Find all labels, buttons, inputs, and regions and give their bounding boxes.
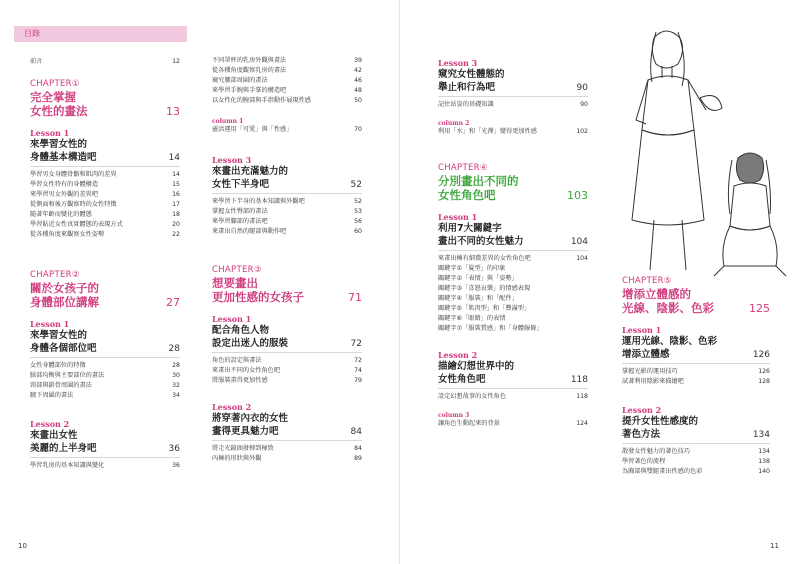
list-item[interactable]: 內褲的形狀與外觀 89 [212, 455, 362, 462]
chapter-page: 103 [567, 189, 588, 202]
list-item[interactable]: 散發女性魅力的著色技巧 134 [622, 448, 770, 455]
chapter-5[interactable] [622, 276, 770, 315]
list-item[interactable]: 從側面和後方觀察時的女性特徵 17 [30, 201, 180, 208]
lesson-title: 配合角色人物 [212, 325, 270, 336]
toc-column-4 [622, 276, 770, 477]
lesson-page: 14 [168, 153, 180, 163]
list-item[interactable]: 來畫出擁有細微差異的女性角色吧 104 [438, 255, 588, 262]
lesson-page: 84 [350, 427, 362, 437]
list-item[interactable]: 關鍵字⑤「肌肉型」和「豐滿型」 [438, 305, 531, 312]
illustration-seated-woman [700, 150, 795, 280]
lesson-title: 身體各個部位吧 [30, 343, 97, 354]
lesson-block[interactable] [622, 325, 770, 387]
lesson-block[interactable] [30, 319, 180, 401]
list-item[interactable]: 關鍵字④「服裝」和「配件」 [438, 295, 518, 302]
list-item[interactable]: 來畫出自然的腿部與動作吧 60 [212, 228, 362, 235]
lesson-label: Lesson 2 [30, 419, 70, 429]
list-item[interactable]: 設定幻想故事的女性角色 118 [438, 393, 588, 400]
lesson-label: Lesson 1 [622, 325, 662, 335]
lesson-block[interactable] [30, 419, 180, 471]
chapter-title: 想要畫出 [212, 276, 258, 290]
lesson-page: 90 [576, 83, 588, 93]
list-item[interactable]: 從各種角度來觀察女性姿勢 22 [30, 231, 180, 238]
lesson-page: 104 [570, 237, 588, 247]
lesson-page: 126 [752, 350, 770, 360]
chapter-label: CHAPTER① [30, 79, 80, 89]
chapter-label: CHAPTER③ [212, 265, 262, 275]
lesson-label: Lesson 3 [438, 58, 478, 68]
page-gutter [399, 0, 400, 564]
list-item[interactable]: 將服裝畫得更加性感 79 [212, 377, 362, 384]
list-item[interactable]: 從各種角度觀察乳房的畫法 42 [212, 67, 362, 74]
lesson-block[interactable] [212, 402, 362, 464]
list-item[interactable]: 頸部與鎖骨周圍的畫法 32 [30, 382, 180, 389]
list-item[interactable]: 掌握光影的運用技巧 126 [622, 368, 770, 375]
list-item[interactable]: 記住站姿的基礎知識 90 [438, 101, 588, 108]
chapter-title: 分別畫出不同的 [438, 174, 519, 188]
column-block[interactable] [438, 412, 588, 429]
chapter-title: 完全掌握 [30, 90, 76, 104]
list-item[interactable]: 關鍵字⑦「服裝質感」和「身體線條」 [438, 325, 543, 332]
lesson-title: 女性下半身吧 [212, 179, 270, 190]
list-item[interactable]: 關鍵字⑥「眼睛」的表情 [438, 315, 506, 322]
lesson-title: 窺究女性體態的 [438, 69, 505, 80]
column-block[interactable] [212, 118, 362, 135]
lesson-title: 提升女性性感度的 [622, 416, 699, 427]
lesson-block[interactable] [438, 212, 588, 334]
chapter-title: 增添立體感的 [622, 287, 691, 301]
list-item[interactable]: 學習男女身體骨骼和肌肉的差異 14 [30, 171, 180, 178]
lesson-block[interactable] [212, 155, 362, 237]
lesson-block[interactable] [212, 314, 362, 386]
list-item[interactable]: 來學習下半身的基本知識與外觀吧 52 [212, 198, 362, 205]
list-item[interactable]: 角色的設定與畫法 72 [212, 357, 362, 364]
toc-column-3 [438, 58, 588, 429]
chapter-title: 女性角色吧 [438, 188, 496, 202]
list-item[interactable]: 關鍵字③「喜怒哀樂」的情感表現 [438, 285, 531, 292]
lesson-page: 118 [570, 375, 588, 385]
list-item[interactable]: 來學習男女外觀的差異吧 16 [30, 191, 180, 198]
lesson-label: Lesson 1 [30, 128, 70, 138]
chapter-title: 身體部位講解 [30, 295, 99, 309]
lesson-page: 72 [350, 339, 362, 349]
list-item[interactable]: 女性身體部位的特徵 28 [30, 362, 180, 369]
list-item[interactable]: 隨著年齡而變化的體態 18 [30, 211, 180, 218]
column-label: column 3 [438, 412, 470, 419]
lesson-block[interactable] [30, 128, 180, 240]
toc-entry-preface[interactable]: 前言 12 [30, 58, 180, 65]
list-item[interactable]: 學習乳房的基本知識與變化 36 [30, 462, 180, 469]
list-item[interactable]: 靈活運用「可愛」與「性感」 70 [212, 126, 362, 133]
list-item[interactable]: 學習女性特有的身體構造 15 [30, 181, 180, 188]
list-item[interactable]: 關鍵字①「髮型」的印象 [438, 265, 506, 272]
chapter-page: 27 [166, 296, 180, 309]
list-item[interactable]: 臉部均衡與主要部位的畫法 30 [30, 372, 180, 379]
chapter-2[interactable] [30, 270, 180, 309]
chapter-page: 71 [348, 291, 362, 304]
lesson-title: 來畫出女性 [30, 430, 78, 441]
lesson-title: 來畫出充滿魅力的 [212, 166, 289, 177]
lesson-page: 28 [168, 344, 180, 354]
chapter-title: 更加性感的女孩子 [212, 290, 304, 304]
lesson-title: 畫出不同的女性魅力 [438, 236, 524, 247]
lesson-label: Lesson 2 [622, 405, 662, 415]
toc-tab: 目錄 [14, 26, 187, 42]
list-item[interactable]: 關鍵字②「表情」與「姿勢」 [438, 275, 518, 282]
list-item[interactable]: 利用「水」和「光澤」變得更加性感 102 [438, 128, 588, 135]
column-label: column 2 [438, 120, 470, 127]
list-item[interactable]: 將走光鏡頭發揮到極致 84 [212, 445, 362, 452]
list-item[interactable]: 以女性化的腕部與手指動作展現性感 50 [212, 97, 362, 104]
chapter-label: CHAPTER⑤ [622, 276, 672, 286]
chapter-title: 女性的畫法 [30, 104, 88, 118]
chapter-1[interactable] [30, 79, 180, 118]
chapter-page: 125 [749, 302, 770, 315]
list-item[interactable]: 來畫出不同的女性角色吧 74 [212, 367, 362, 374]
page-number-right: 11 [770, 542, 779, 550]
lesson-block[interactable] [622, 405, 770, 477]
lesson-title: 來學習女性的 [30, 330, 88, 341]
chapter-4[interactable] [438, 163, 588, 202]
lesson-title: 將穿著內衣的女性 [212, 413, 289, 424]
list-item[interactable]: 為胸部與雙腿畫出性感的色彩 140 [622, 468, 770, 475]
lesson-title: 畫得更具魅力吧 [212, 426, 279, 437]
lesson-label: Lesson 2 [438, 350, 478, 360]
chapter-page: 13 [166, 105, 180, 118]
lesson-label: Lesson 1 [30, 319, 70, 329]
toc-column-1 [30, 56, 180, 471]
list-item[interactable]: 學習著色的流程 138 [622, 458, 770, 465]
lesson-block[interactable] [438, 350, 588, 402]
lesson-label: Lesson 1 [438, 212, 478, 222]
lesson-page: 134 [752, 430, 770, 440]
lesson-page: 52 [350, 180, 362, 190]
lesson-title: 身體基本構造吧 [30, 152, 97, 163]
lesson-label: Lesson 3 [212, 155, 252, 165]
lesson-label: Lesson 1 [212, 314, 252, 324]
list-item[interactable]: 掌握女性臀部的畫法 53 [212, 208, 362, 215]
list-item[interactable]: 腋下周圍的畫法 34 [30, 392, 180, 399]
chapter-3[interactable] [212, 265, 362, 304]
chapter-label: CHAPTER② [30, 270, 80, 280]
lesson-title: 描繪幻想世界中的 [438, 361, 515, 372]
lesson-title: 利用7大關鍵字 [438, 223, 502, 234]
lesson-title: 舉止和行為吧 [438, 82, 496, 93]
column-block[interactable] [438, 120, 588, 137]
lesson-label: Lesson 2 [212, 402, 252, 412]
lesson-block[interactable] [438, 58, 588, 110]
list-item[interactable]: 來學習腳部的畫法吧 56 [212, 218, 362, 225]
lesson-title: 來學習女性的 [30, 139, 88, 150]
column-label: column 1 [212, 118, 244, 125]
lesson-title: 設定出迷人的服裝 [212, 338, 289, 349]
list-item[interactable]: 讓角色生動起來的背景 124 [438, 420, 588, 427]
list-item[interactable]: 學習貼近女性真實體態的表現方式 20 [30, 221, 180, 228]
list-item[interactable]: 試著利用陰影來描繪吧 128 [622, 378, 770, 385]
lesson-title: 運用光線、陰影、色彩 [622, 336, 718, 347]
page-number-left: 10 [18, 542, 27, 550]
lesson-page: 36 [168, 444, 180, 454]
list-item[interactable]: 窺究腰部周圍的畫法 46 [212, 77, 362, 84]
list-item[interactable]: 不同罩杯的乳房外觀與畫法 39 [212, 57, 362, 64]
chapter-title: 關於女孩子的 [30, 281, 99, 295]
list-item[interactable]: 來學習手腕與手掌的構造吧 48 [212, 87, 362, 94]
lesson-title: 增添立體感 [622, 349, 670, 360]
lesson-title: 美麗的上半身吧 [30, 443, 97, 454]
lesson-title: 女性角色吧 [438, 374, 486, 385]
chapter-title: 光線、陰影、色彩 [622, 301, 714, 315]
toc-column-2 [212, 56, 362, 464]
chapter-label: CHAPTER④ [438, 163, 488, 173]
lesson-title: 著色方法 [622, 429, 661, 440]
